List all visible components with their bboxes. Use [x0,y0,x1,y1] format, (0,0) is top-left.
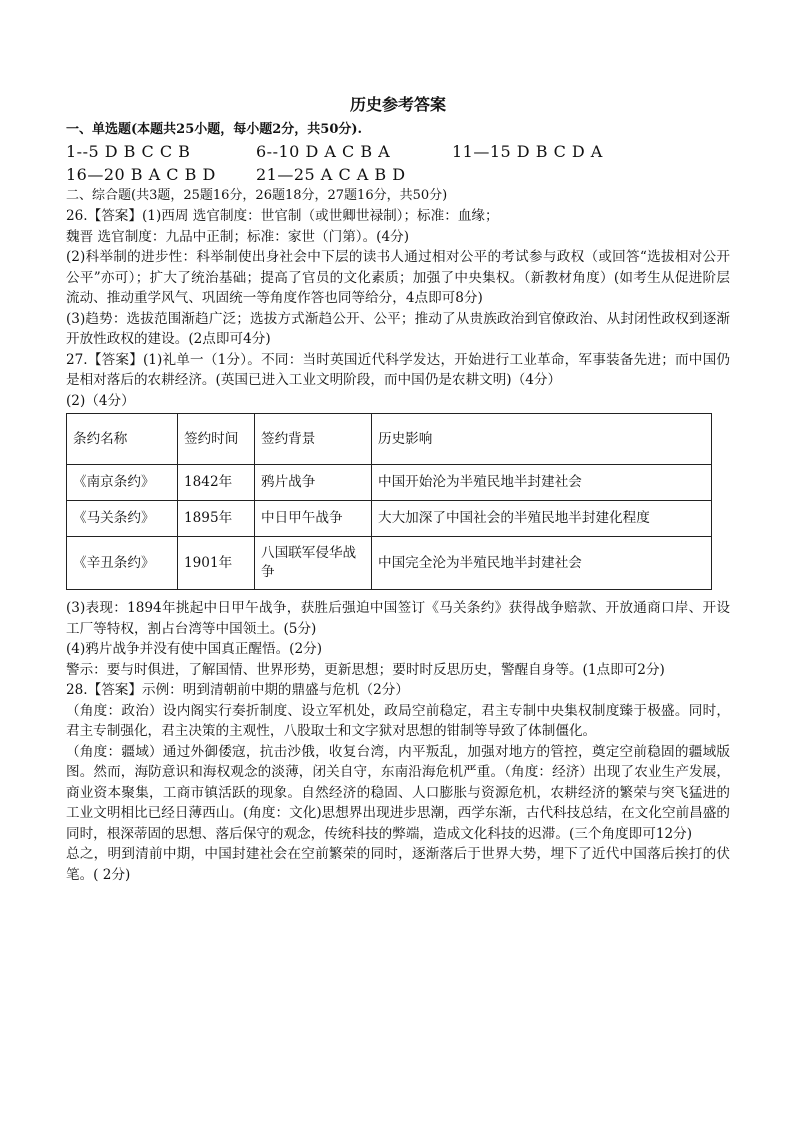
table-cell: 八国联军侵华战争 [255,537,372,590]
table-cell: 1842年 [178,465,255,501]
q28-line: （角度：疆域）通过外御倭寇，抗击沙俄，收复台湾，内平叛乱，加强对地方的管控，奠定空前稳固的疆域版图。然而，海防意识和海权观念的淡薄，闭关自守，东南沿海危机严重。（角度：经济）出现了农业生产发展，商业资本聚集，工商市镇活跃的现象。自然经济的稳固、人口膨胀与资源危机，农耕经济的繁荣与突飞猛进的工业文明相比已经日薄西山。(角度：文化)思想界出现进步思潮，西学东渐，古代科技总结，在文化空前昌盛的同时，根深蒂固的思想、落后保守的观念，传统科技的弊端，造成文化科技的迟滞。(三个角度即可12分) [66,743,730,842]
treaty-table [66,413,712,590]
table-cell: 鸦片战争 [255,465,372,501]
q26-line: 魏晋 选官制度：九品中正制；标准：家世（门第）。(4分) [66,228,410,245]
q27-line: 警示：要与时俱进，了解国情、世界形势，更新思想；要时时反思历史，警醒自身等。(1点即可2分) [66,661,665,678]
table-cell: 1895年 [178,501,255,537]
table-row [67,537,712,590]
q28-line: 总之，明到清前中期，中国封建社会在空前繁荣的同时，逐渐落后于世界大势，埋下了近代中国落后挨打的伏笔。( 2分) [66,846,730,883]
answer-group: 11—15 D B C D A [452,142,603,161]
table-header-cell: 历史影响 [372,414,712,465]
table-header-cell: 签约时间 [178,414,255,465]
q28-line: （角度：政治）设内阁实行奏折制度、设立军机处，政局空前稳定，君主专制中央集权制度臻于极盛。同时，君主专制强化，君主决策的主观性，八股取士和文字狱对思想的钳制等导致了体制僵化。 [66,702,730,739]
answer-group: 16—20 B A C B D [66,165,216,184]
q27-line: (2)（4分） [66,392,135,409]
page-title: 历史参考答案 [349,95,446,114]
table-cell: 大大加深了中国社会的半殖民地半封建化程度 [372,501,712,537]
table-header-cell: 条约名称 [67,414,178,465]
table-cell: 中日甲午战争 [255,501,372,537]
answer-group: 21—25 A C A B D [256,165,406,184]
answer-sheet [66,94,730,885]
table-cell: 《马关条约》 [67,501,178,537]
table-cell: 中国完全沦为半殖民地半封建社会 [372,537,712,590]
table-cell: 1901年 [178,537,255,590]
answer-row-2 [66,163,730,186]
q27-line: 27.【答案】(1)礼单一（1分）。不同：当时英国近代科学发达，开始进行工业革命，军事装备先进；而中国仍是相对落后的农耕经济。(英国已进入工业文明阶段，而中国仍是农耕文明)（4分） [66,351,730,388]
answer-group: 1--5 D B C C B [66,142,191,161]
section2-heading: 二、综合题(共3题，25题16分，26题18分，27题16分，共50分) [66,188,448,203]
table-row [67,501,712,537]
table-row [67,465,712,501]
answer-row-1 [66,140,730,163]
q26-line: (2)科举制的进步性：科举制使出身社会中下层的读书人通过相对公平的考试参与政权（或回答“选拔相对公开公平”亦可）；扩大了统治基础；提高了官员的文化素质；加强了中央集权。（新教材角度）(如考生从促进阶层流动、推动重学风气、巩固统一等角度作答也同等给分，4点即可8分) [66,249,730,306]
q26-line: (3)趋势：选拔范围渐趋广泛；选拔方式渐趋公开、公平；推动了从贵族政治到官僚政治、从封闭性政权到逐渐开放性政权的建设。(2点即可4分) [66,310,730,347]
section1-heading: 一、单选题(本题共25小题，每小题2分，共50分). [66,122,363,137]
q27-line: (3)表现：1894年挑起中日甲午战争，获胜后强迫中国签订《马关条约》获得战争赔款、开放通商口岸、开设工厂等特权，割占台湾等中国领土。(5分) [66,600,730,637]
answer-group: 6--10 D A C B A [256,142,391,161]
q28-line: 28.【答案】示例：明到清朝前中期的鼎盛与危机（2分） [66,682,409,698]
table-header-row [67,414,712,465]
table-cell: 《南京条约》 [67,465,178,501]
q26-line: 26.【答案】(1)西周 选官制度：世官制（或世卿世禄制）；标准：血缘； [66,208,499,224]
q27-line: (4)鸦片战争并没有使中国真正醒悟。(2分) [66,641,323,657]
table-header-cell: 签约背景 [255,414,372,465]
table-cell: 《辛丑条约》 [67,537,178,590]
table-cell: 中国开始沦为半殖民地半封建社会 [372,465,712,501]
